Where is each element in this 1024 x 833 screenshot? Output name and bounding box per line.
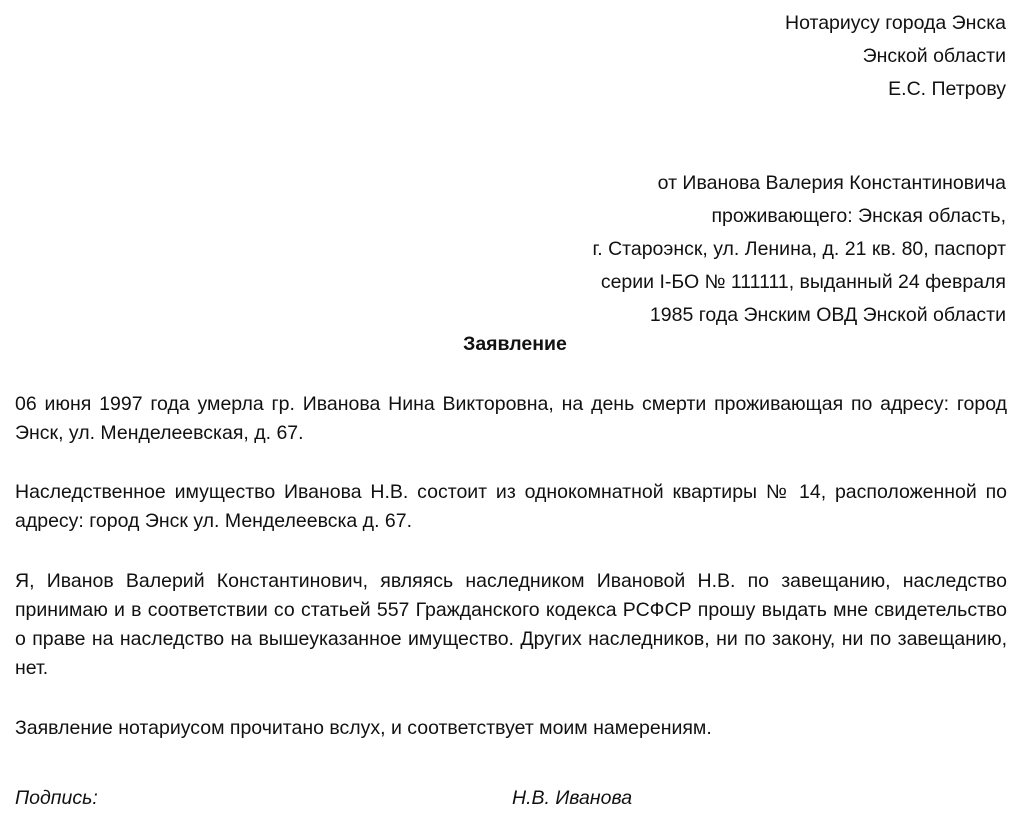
sender-line: серии I-БО № 111111, выданный 24 февраля — [600, 271, 1006, 293]
sender-line: г. Староэнск, ул. Ленина, д. 21 кв. 80, паспорт — [592, 238, 1006, 260]
addressee-line: Е.С. Петрову — [888, 78, 1006, 100]
signature-name: Н.В. Иванова — [512, 787, 633, 809]
paragraph-request: Я, Иванов Валерий Константинович, являясь наследником Ивановой Н.В. по завещанию, наследство принимаю и в соответствии со статьей 557 Гражданского кодекса РСФСР прошу выдать мне свидетельство о праве на наследство на вышеуказанное имущество. Других наследников, ни по закону, ни по завещанию, нет. — [15, 570, 1007, 679]
addressee-line: Нотариусу города Энска — [784, 12, 1006, 34]
sender-block — [593, 167, 1007, 332]
addressee-block — [785, 7, 1006, 106]
sender-line: 1985 года Энским ОВД Энской области — [649, 304, 1006, 326]
paragraph-estate: Наследственное имущество Иванова Н.В. состоит из однокомнатной квартиры № 14, расположенной по адресу: город Энск ул. Менделеевска д. 67. — [15, 481, 1007, 532]
addressee-line: Энской области — [862, 45, 1006, 67]
sender-line: проживающего: Энская область, — [711, 205, 1006, 227]
paragraph-confirmation: Заявление нотариусом прочитано вслух, и соответствует моим намерениям. — [15, 717, 712, 739]
paragraph-death-notice: 06 июня 1997 года умерла гр. Иванова Нина Викторовна, на день смерти проживающая по адресу: город Энск, ул. Менделеевская, д. 67. — [15, 393, 1007, 444]
sender-line: от Иванова Валерия Константиновича — [657, 172, 1006, 194]
signature-label: Подпись: — [15, 787, 98, 809]
document-title: Заявление — [463, 333, 567, 355]
